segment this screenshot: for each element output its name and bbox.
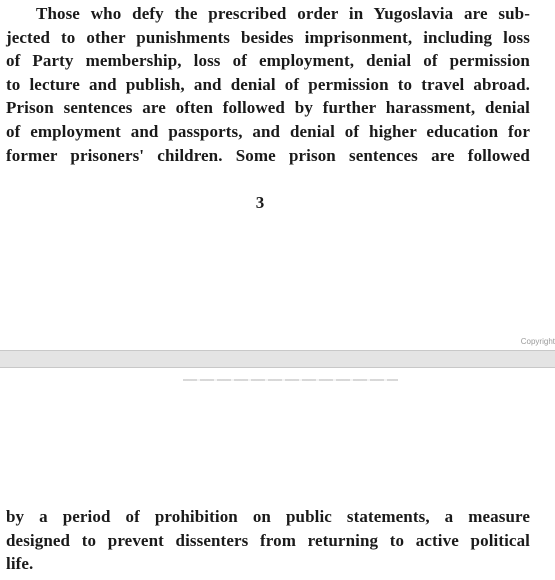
body-paragraph <box>6 505 530 576</box>
text-line: Prison sentences are often followed by further harassment, denial <box>6 98 530 118</box>
text-line: Those who defy the prescribed order in Yugoslavia are sub- <box>36 4 530 23</box>
body-paragraph <box>6 2 530 167</box>
page-separator <box>0 350 555 368</box>
copyright-watermark: Copyright <box>520 337 555 346</box>
scan-artifact-line <box>183 379 398 381</box>
text-line: of Party membership, loss of employment, denial of permission <box>6 51 530 71</box>
text-line: to lecture and publish, and denial of permission to travel abroad. <box>6 74 530 94</box>
text-line: former prisoners' children. Some prison sentences are followed <box>6 145 530 165</box>
text-line: of employment and passports, and denial of higher education for <box>6 121 530 141</box>
text-line: by a period of prohibition on public statements, a measure <box>6 507 530 526</box>
page-number: 3 <box>255 193 265 212</box>
text-line: jected to other punishments besides imprisonment, including loss <box>6 27 530 47</box>
document-page-2 <box>0 368 555 580</box>
text-line: life. <box>6 554 34 574</box>
text-line: designed to prevent dissenters from returning to active political <box>6 530 530 550</box>
